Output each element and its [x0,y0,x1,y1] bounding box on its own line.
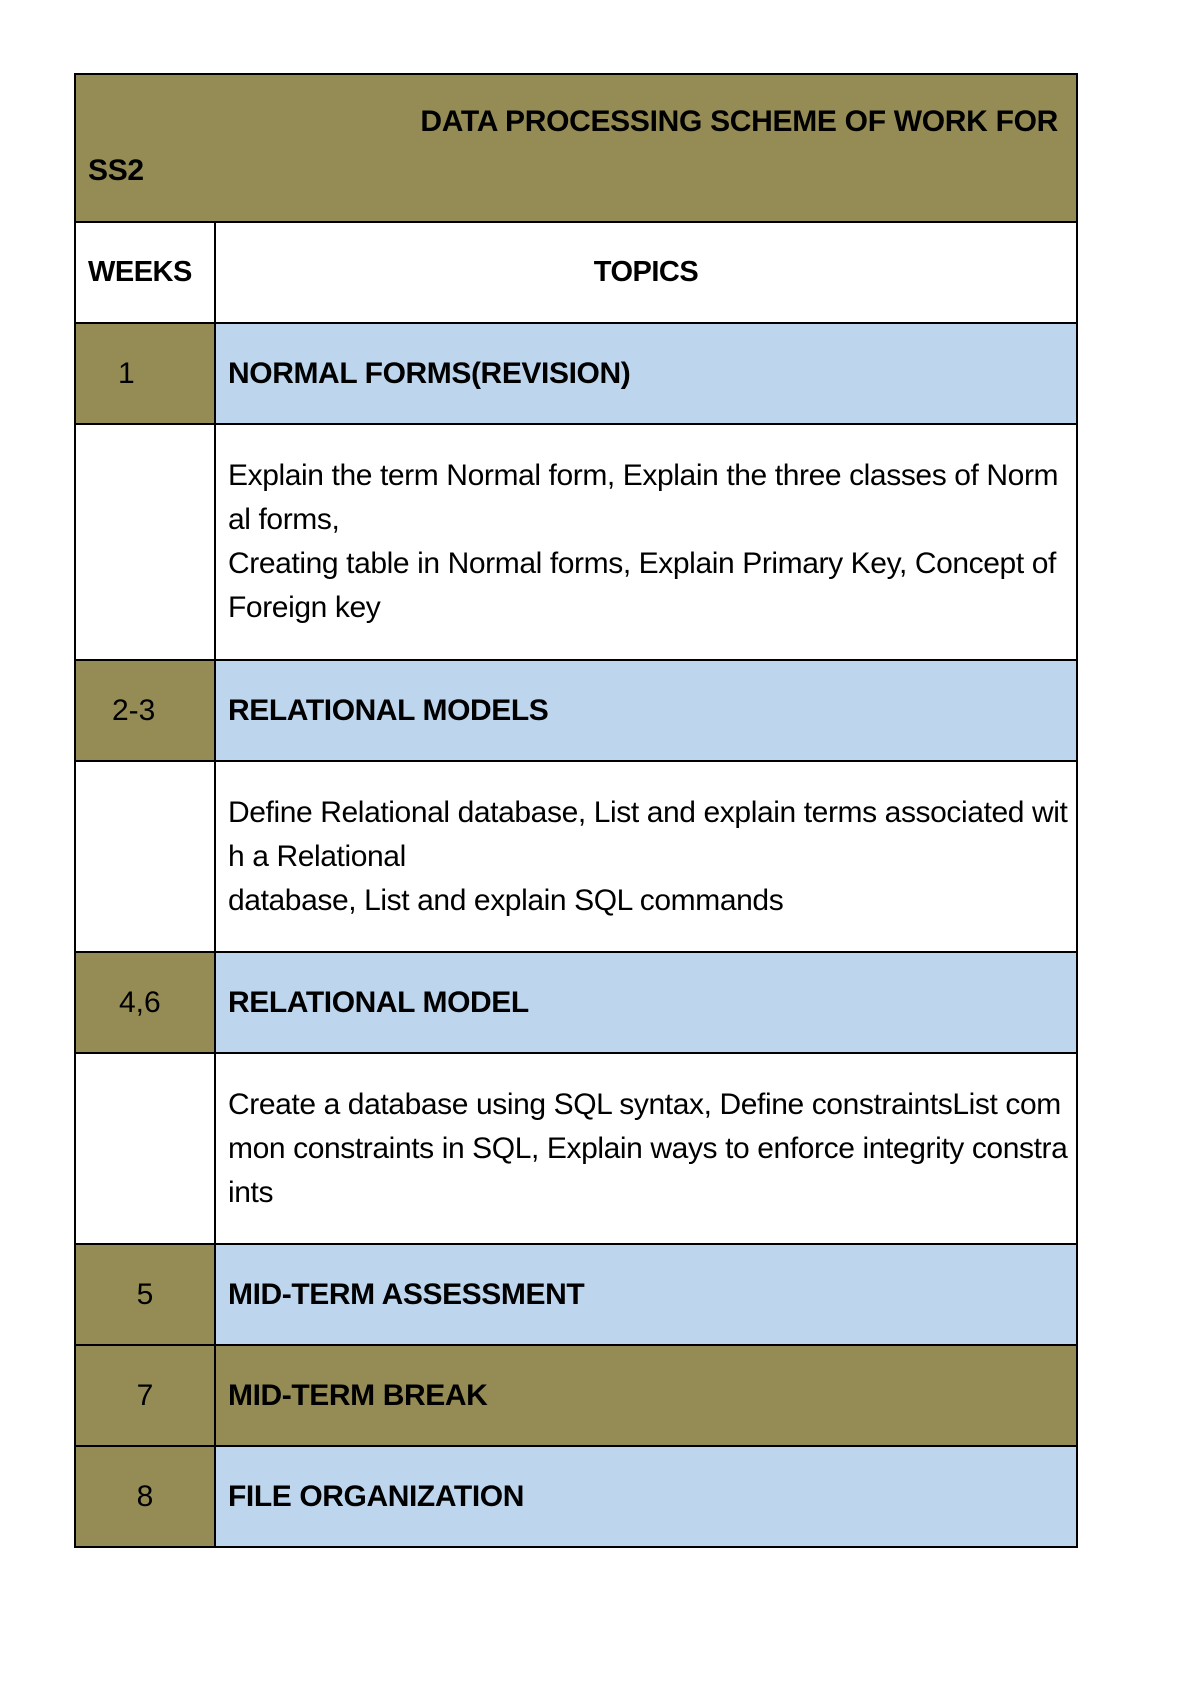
topic-cell: NORMAL FORMS(REVISION) [215,323,1077,424]
detail-row [75,761,1077,952]
week-cell: 4,6 [75,952,215,1053]
empty-week-cell [75,1053,215,1244]
detail-line: Explain the term Normal form, Explain the three classes of Normal forms, [228,459,1059,536]
topic-cell: RELATIONAL MODELS [215,660,1077,761]
topics-header: TOPICS [215,222,1077,323]
title-row [75,74,1077,222]
topic-row [75,1244,1077,1345]
topic-cell: MID-TERM BREAK [215,1345,1077,1446]
detail-row [75,424,1077,660]
week-cell: 5 [75,1244,215,1345]
detail-line: Define Relational database, List and explain terms associated with a Relational [228,795,1068,873]
topic-row [75,1446,1077,1547]
topic-cell: FILE ORGANIZATION [215,1446,1077,1547]
detail-line: Creating table in Normal forms, Explain Primary Key, Concept of Foreign key [228,547,1056,624]
week-cell: 2-3 [75,660,215,761]
topic-row [75,660,1077,761]
title-cell [75,74,1077,222]
week-cell: 8 [75,1446,215,1547]
topic-cell: RELATIONAL MODEL [215,952,1077,1053]
weeks-header: WEEKS [75,222,215,323]
topic-cell: MID-TERM ASSESSMENT [215,1244,1077,1345]
topic-row [75,952,1077,1053]
header-row [75,222,1077,323]
detail-cell [215,1053,1077,1244]
empty-week-cell [75,424,215,660]
scheme-of-work-table [74,73,1078,1548]
title-class: SS2 [88,154,144,187]
detail-cell [215,761,1077,952]
detail-line: Create a database using SQL syntax, Define constraintsList common constraints in SQL, Explain ways to enforce integrity constraints [228,1087,1068,1209]
topic-row [75,323,1077,424]
topic-row [75,1345,1077,1446]
detail-row [75,1053,1077,1244]
week-cell: 1 [75,323,215,424]
title-text: DATA PROCESSING SCHEME OF WORK FOR [420,105,1058,138]
week-cell: 7 [75,1345,215,1446]
detail-line: database, List and explain SQL commands [228,883,784,917]
detail-cell [215,424,1077,660]
empty-week-cell [75,761,215,952]
